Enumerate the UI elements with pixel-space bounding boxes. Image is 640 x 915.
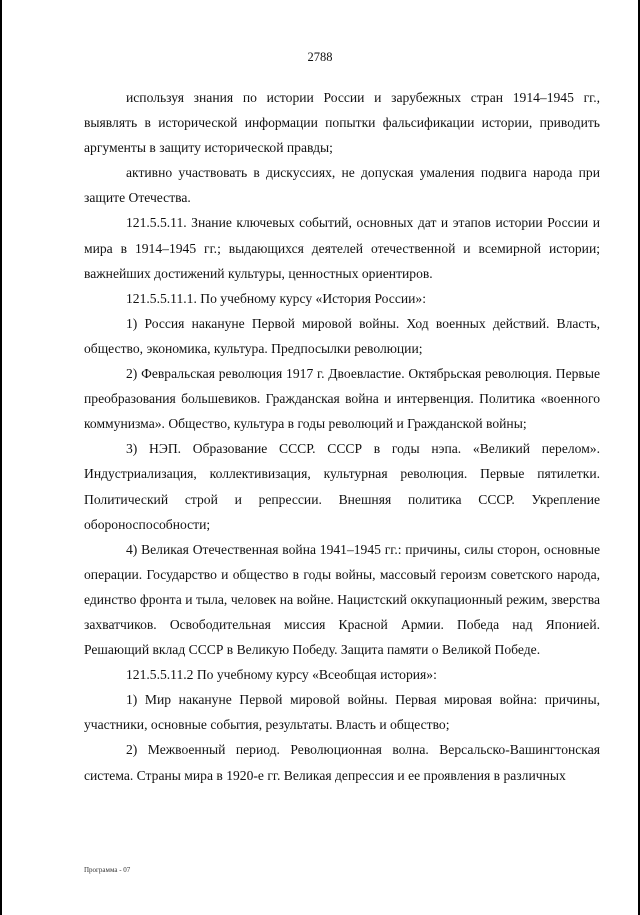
paragraph: 2) Межвоенный период. Революционная волна. Версальско-Вашингтонская система. Страны мира в 1920-е гг. Великая депрессия и ее проявления в различных	[84, 742, 600, 783]
page-number: 2788	[307, 50, 333, 64]
paragraph: 1) Мир накануне Первой мировой войны. Первая мировая война: причины, участники, основные события, результаты. Власть и общество;	[84, 692, 600, 733]
paragraph: 1) Россия накануне Первой мировой войны. Ход военных действий. Власть, общество, экономика, культура. Предпосылки революции;	[84, 315, 600, 356]
paragraph: используя знания по истории России и зарубежных стран 1914–1945 гг., выявлять в исторической информации попытки фальсификации истории, приводить аргументы в защиту исторической правды;	[84, 90, 600, 156]
page-body	[84, 85, 600, 788]
paragraph: 121.5.5.11.1. По учебному курсу «История России»:	[126, 290, 426, 306]
paragraph: активно участвовать в дискуссиях, не допуская умаления подвига народа при защите Отечества.	[84, 165, 600, 206]
paragraph: 121.5.5.11.2 По учебному курсу «Всеобщая история»:	[126, 667, 437, 683]
paragraph: 3) НЭП. Образование СССР. СССР в годы нэпа. «Великий перелом». Индустриализация, коллективизация, культурная революция. Первые пятилетки. Политический строй и репрессии. Внешняя политика СССР. Укрепление обороноспособности;	[84, 441, 600, 532]
paragraph: 4) Великая Отечественная война 1941–1945 гг.: причины, силы сторон, основные операции. Государство и общество в годы войны, массовый героизм советского народа, единство фронта и тыла, человек на войне. Нацистский оккупационный режим, зверства захватчиков. Освободительная миссия Красной Армии. Победа над Японией. Решающий вклад СССР в Великую Победу. Защита памяти о Великой Победе.	[84, 541, 600, 658]
paragraph: 121.5.5.11. Знание ключевых событий, основных дат и этапов истории России и мира в 1914–1945 гг.; выдающихся деятелей отечественной и всемирной истории; важнейших достижений культуры, ценностных ориентиров.	[84, 215, 600, 281]
page-footer: Программа - 07	[84, 866, 131, 874]
paragraph: 2) Февральская революция 1917 г. Двоевластие. Октябрьская революция. Первые преобразования большевиков. Гражданская война и интервенция. Политика «военного коммунизма». Общество, культура в годы революций и Гражданской войны;	[84, 366, 600, 432]
